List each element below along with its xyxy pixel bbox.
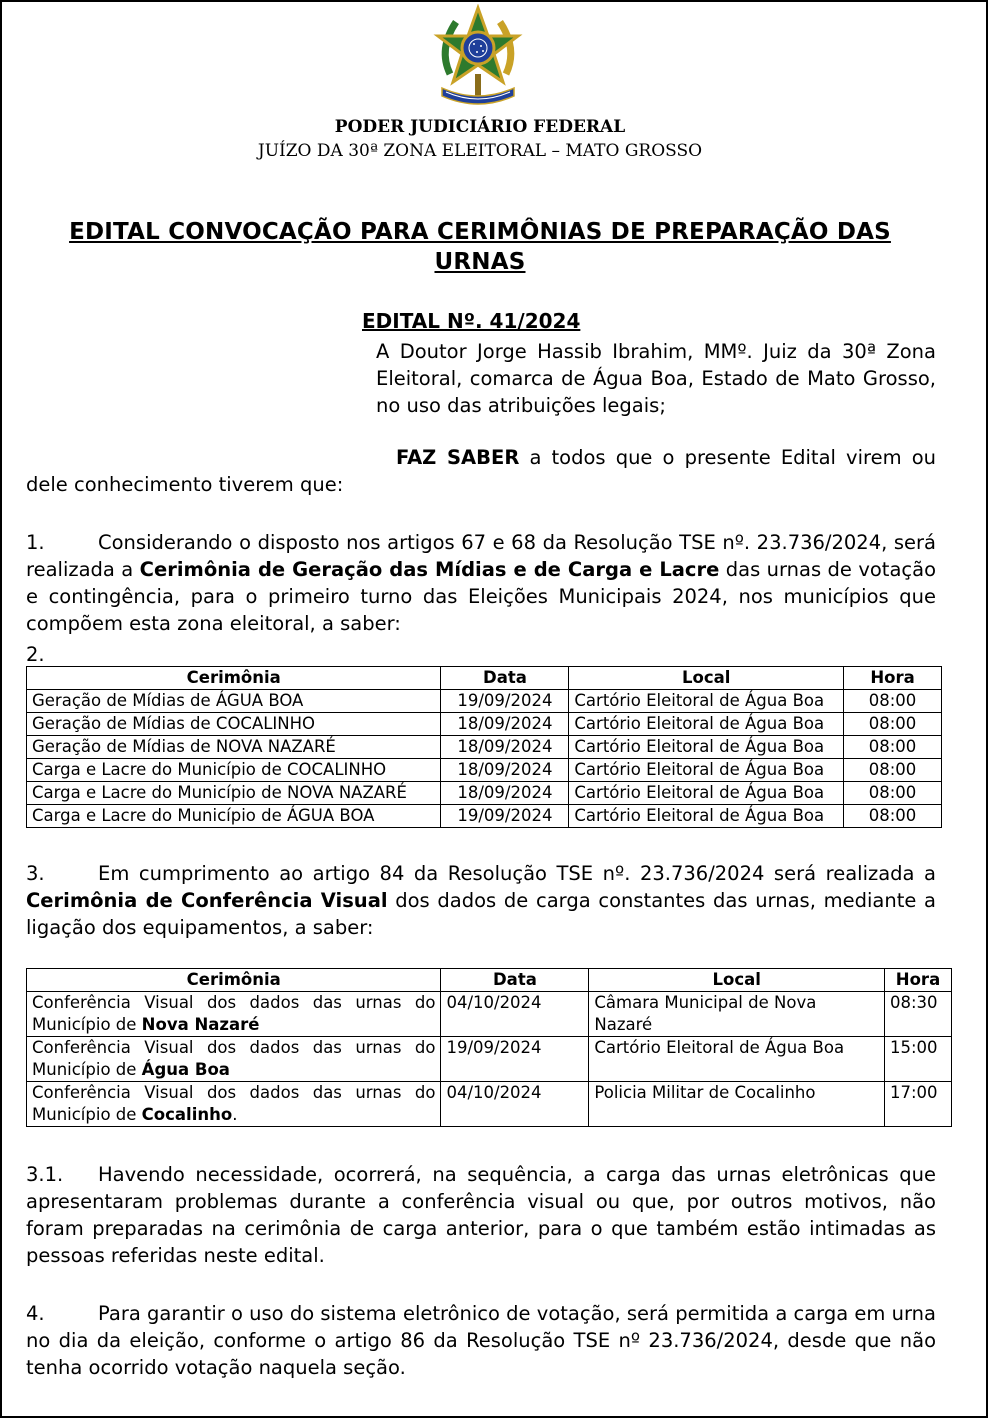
table-cell: 18/09/2024: [441, 759, 569, 782]
table-cell: [27, 1082, 441, 1127]
table-cell: 18/09/2024: [441, 736, 569, 759]
item-4-text: Para garantir o uso do sistema eletrônico de votação, será permitida a carga em urna no dia da eleição, conforme o artigo 86 da Resolução TSE nº 23.736/2024, desde que não tenha ocorrido votação naquela seção.: [26, 1302, 936, 1379]
item-2-paragraph: [26, 641, 936, 668]
cell-text: .: [232, 1105, 238, 1124]
table-cell: Policia Militar de Cocalinho: [589, 1082, 885, 1127]
item-4-paragraph: [26, 1300, 936, 1381]
table-cell: Cartório Eleitoral de Água Boa: [569, 713, 844, 736]
table-cell: Carga e Lacre do Município de COCALINHO: [27, 759, 441, 782]
cell-text: Conferência Visual dos dados das urnas do Município de: [32, 1083, 436, 1124]
table-header-cell: Local: [569, 667, 844, 690]
table-header-cell: Data: [441, 667, 569, 690]
table-cell: Geração de Mídias de NOVA NAZARÉ: [27, 736, 441, 759]
brasil-coat-of-arms-icon: [428, 4, 528, 112]
header-subtitle: JUÍZO DA 30ª ZONA ELEITORAL – MATO GROSSO: [257, 141, 703, 161]
table-cell: 18/09/2024: [441, 713, 569, 736]
table-cell: Cartório Eleitoral de Água Boa: [589, 1037, 885, 1082]
table-row: [27, 1037, 952, 1082]
item-1-text-post: das urnas de votação e contingência, para o primeiro turno das Eleições Municipais 2024, nos municípios que compõem esta zona eleitoral, a saber:: [26, 558, 937, 635]
table-header-row: [27, 969, 952, 992]
table-header-cell: Cerimônia: [27, 667, 441, 690]
table-cell: [27, 1037, 441, 1082]
table-cell: Cartório Eleitoral de Água Boa: [569, 690, 844, 713]
table-row: [27, 713, 942, 736]
table-row: [27, 736, 942, 759]
header-org: PODER JUDICIÁRIO FEDERAL: [334, 117, 626, 137]
table-row: [27, 805, 942, 828]
item-3-text-post: dos dados de carga constantes das urnas, mediante a ligação dos equipamentos, a saber:: [26, 889, 936, 939]
table-cell: Carga e Lacre do Município de ÁGUA BOA: [27, 805, 441, 828]
item-1-text-pre: Considerando o disposto nos artigos 67 e 68 da Resolução TSE nº. 23.736/2024, será realizada a: [26, 531, 936, 581]
table-cell: Cartório Eleitoral de Água Boa: [569, 805, 844, 828]
item-1-paragraph: [26, 529, 936, 637]
table-cell: Geração de Mídias de COCALINHO: [27, 713, 441, 736]
item-4-number: 4.: [26, 1302, 45, 1325]
table-row: [27, 690, 942, 713]
table-cell: Carga e Lacre do Município de NOVA NAZARÉ: [27, 782, 441, 805]
intro-paragraph: A Doutor Jorge Hassib Ibrahim, MMº. Juiz da 30ª Zona Eleitoral, comarca de Água Boa, Estado de Mato Grosso, no uso das atribuições legais;: [376, 340, 936, 417]
faz-saber-paragraph: [26, 444, 936, 498]
table-generation-carga: [26, 666, 942, 828]
table-cell: 18/09/2024: [441, 782, 569, 805]
table-row: [27, 1082, 952, 1127]
item-3-text-pre: Em cumprimento ao artigo 84 da Resolução TSE nº. 23.736/2024 será realizada a: [98, 862, 936, 885]
table-header-cell: Local: [589, 969, 885, 992]
table-cell: 04/10/2024: [441, 992, 589, 1037]
table-header-row: [27, 667, 942, 690]
item-3-1-number: 3.1.: [26, 1163, 64, 1186]
item-3-text-bold: Cerimônia de Conferência Visual: [26, 889, 388, 912]
table-cell: Cartório Eleitoral de Água Boa: [569, 759, 844, 782]
table-cell: 04/10/2024: [441, 1082, 589, 1127]
item-3-1-paragraph: [26, 1161, 936, 1269]
item-1-number: 1.: [26, 531, 45, 554]
table-cell: 08:00: [844, 713, 942, 736]
edital-number: EDITAL Nº. 41/2024: [362, 309, 581, 333]
table-header-cell: Hora: [844, 667, 942, 690]
item-3-paragraph: [26, 860, 936, 941]
table-row: [27, 759, 942, 782]
table-cell: 08:00: [844, 690, 942, 713]
table-cell: 08:00: [844, 805, 942, 828]
table-cell: 19/09/2024: [441, 805, 569, 828]
cell-text: Conferência Visual dos dados das urnas do Município de: [32, 993, 436, 1034]
table-header-cell: Cerimônia: [27, 969, 441, 992]
table-row: [27, 992, 952, 1037]
cell-bold: Nova Nazaré: [141, 1015, 260, 1034]
table-cell: 08:30: [885, 992, 952, 1037]
table-header-cell: Data: [441, 969, 589, 992]
table-cell: Cartório Eleitoral de Água Boa: [569, 782, 844, 805]
item-1-text-bold: Cerimônia de Geração das Mídias e de Carga e Lacre: [139, 558, 720, 581]
table-conferencia-visual: [26, 968, 952, 1127]
item-2-number: 2.: [26, 643, 45, 666]
table-header-cell: Hora: [885, 969, 952, 992]
table-cell: 17:00: [885, 1082, 952, 1127]
table-cell: 19/09/2024: [441, 690, 569, 713]
table-cell: 15:00: [885, 1037, 952, 1082]
page-title: EDITAL CONVOCAÇÃO PARA CERIMÔNIAS DE PREPARAÇÃO DAS URNAS: [69, 219, 891, 275]
cell-bold: Água Boa: [141, 1060, 230, 1079]
faz-saber-bold: FAZ SABER: [396, 446, 520, 469]
table-row: [27, 782, 942, 805]
table-cell: Cartório Eleitoral de Água Boa: [569, 736, 844, 759]
item-3-1-text: Havendo necessidade, ocorrerá, na sequência, a carga das urnas eletrônicas que apresentaram problemas durante a conferência visual ou que, por outros motivos, não foram preparadas na cerimônia de carga anterior, para o que também estão intimadas as pessoas referidas neste edital.: [26, 1163, 936, 1267]
cell-bold: Cocalinho: [141, 1105, 233, 1124]
table-cell: 19/09/2024: [441, 1037, 589, 1082]
table-cell: 08:00: [844, 736, 942, 759]
table-cell: [27, 992, 441, 1037]
item-3-number: 3.: [26, 862, 45, 885]
faz-saber-text: a todos que o presente Edital virem ou dele conhecimento tiverem que:: [26, 446, 937, 496]
table-cell: 08:00: [844, 759, 942, 782]
table-cell: Geração de Mídias de ÁGUA BOA: [27, 690, 441, 713]
table-cell: 08:00: [844, 782, 942, 805]
table-cell: Câmara Municipal de Nova Nazaré: [589, 992, 885, 1037]
cell-text: Conferência Visual dos dados das urnas do Município de: [32, 1038, 436, 1079]
